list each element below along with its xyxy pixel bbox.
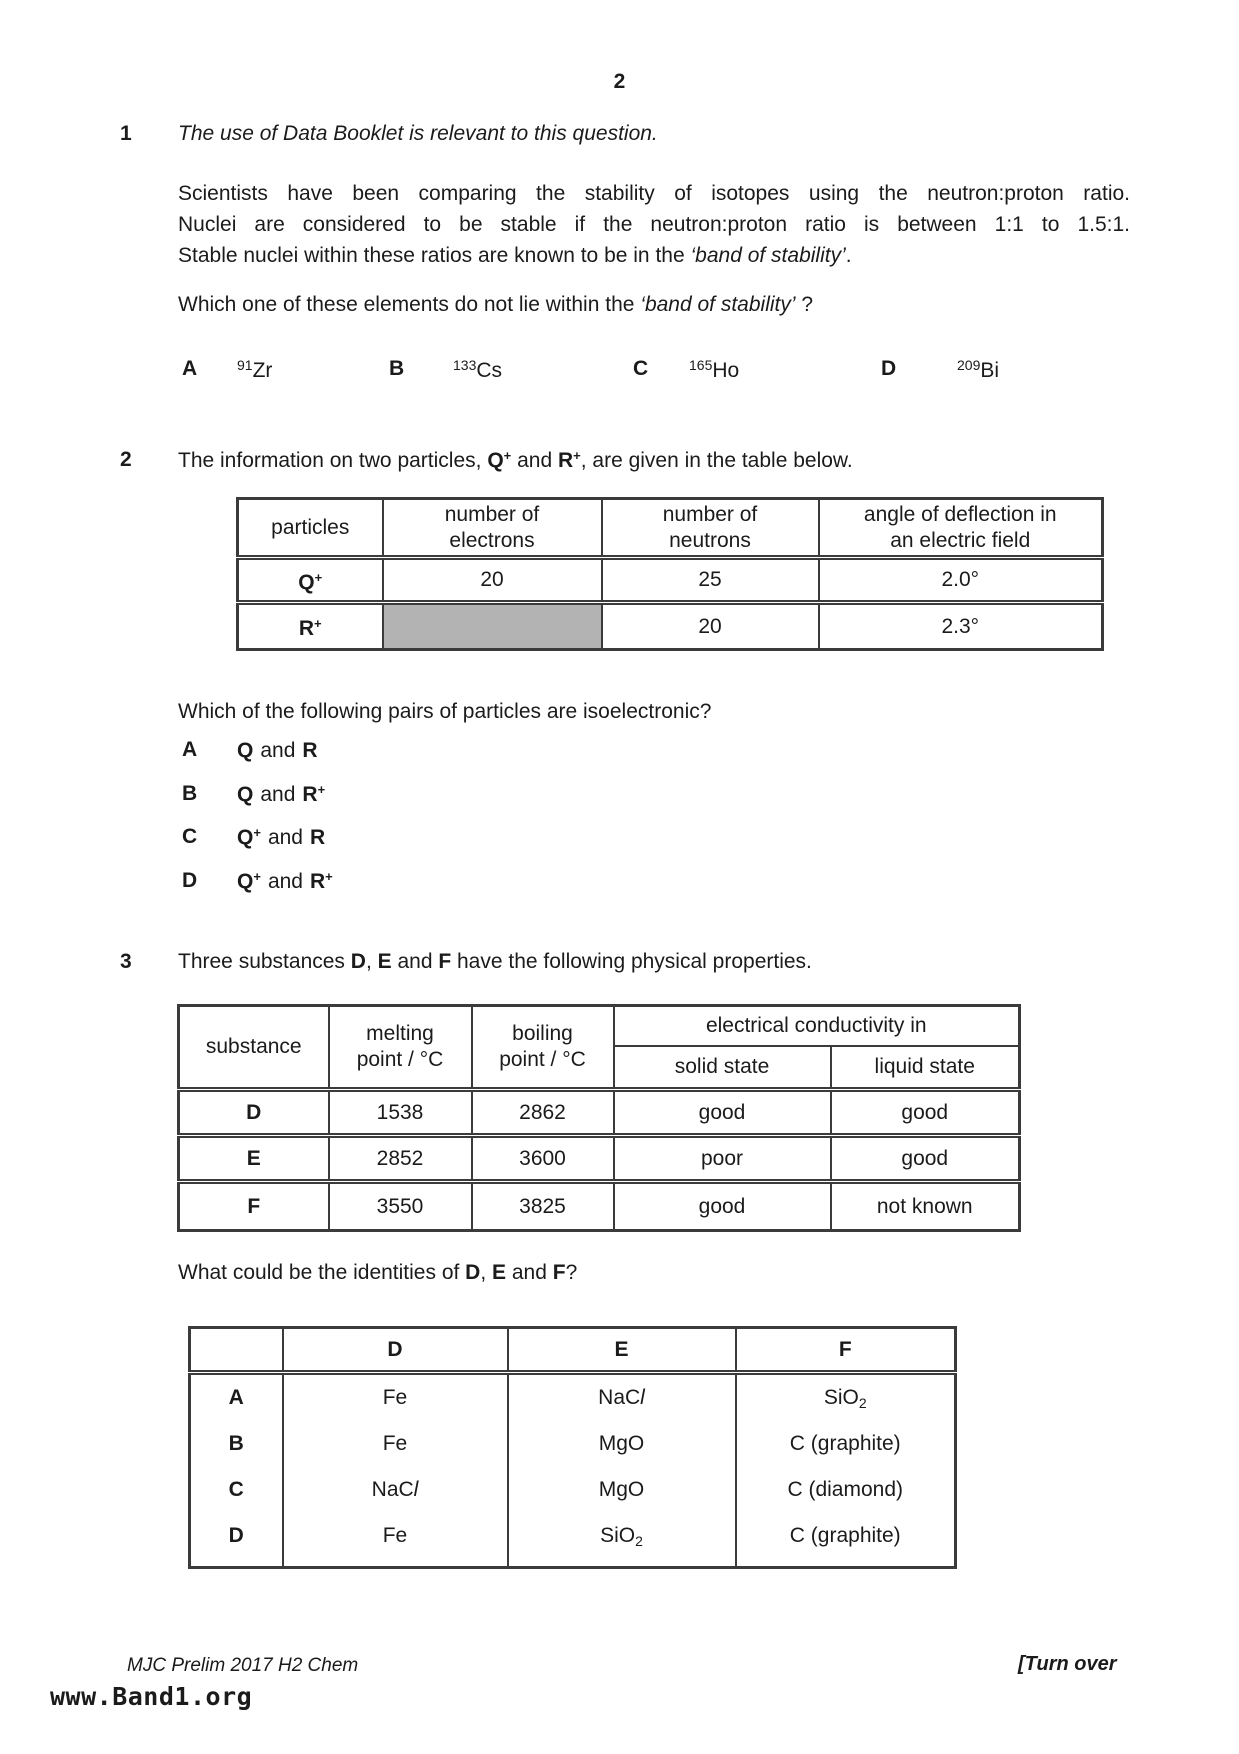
q3-identities-th-e: E: [508, 1328, 736, 1373]
q3-row-f-solid: good: [614, 1182, 831, 1231]
q1-option-d-letter: D: [881, 357, 897, 380]
q3-identities-b-f: [743, 1421, 949, 1467]
q3-row-d-bp: 2862: [472, 1090, 614, 1136]
q3-intro-post: have the following physical properties.: [451, 950, 812, 973]
cell-main: NaC: [371, 1478, 414, 1501]
q2-th-electrons-line2: electrons: [449, 528, 535, 552]
q1-paragraph-line3: [178, 240, 1130, 271]
q3-identities-c-e: [515, 1467, 729, 1513]
q2-option-c-p1: Q: [237, 826, 254, 849]
q1-option-d-mass: 209: [957, 357, 981, 373]
q2-th-deflection: [819, 499, 1103, 558]
q2-option-d-and: and: [267, 870, 303, 893]
cell-main: SiO: [600, 1524, 636, 1547]
q3-row-d-solid: good: [614, 1090, 831, 1136]
q2-option-b-text: [237, 782, 325, 807]
q2-row-r-electrons-shaded-cell: [383, 603, 602, 650]
q2-option-c-and: and: [267, 826, 303, 849]
q2-option-d-letter: D: [182, 869, 198, 892]
q3-props-row-d: [179, 1090, 1020, 1136]
q1-option-c-letter: C: [633, 357, 649, 380]
q3-identities-th-d: D: [283, 1328, 508, 1373]
q3-th-conductivity: electrical conductivity in: [614, 1006, 1020, 1047]
q3-identities-d-e: [515, 1513, 729, 1559]
q3-row-e-substance: [179, 1136, 329, 1182]
q2-row-q-particle: [238, 558, 383, 603]
q2-option-c-text: [237, 825, 325, 850]
q2-th-neutrons: [602, 499, 819, 558]
q1-options: [0, 357, 1239, 389]
q2-option-d-p1: Q: [237, 870, 254, 893]
q3-identities-a-e: [515, 1375, 729, 1421]
q3-question-pre: What could be the identities of: [178, 1261, 466, 1284]
cell-main: SiO: [823, 1386, 859, 1409]
q3-identities-e-column: [508, 1373, 736, 1568]
q3-identities-c-f: [743, 1467, 949, 1513]
q1-note: The use of Data Booklet is relevant to this question.: [178, 122, 658, 145]
q1-option-a-symbol: Zr: [252, 359, 273, 382]
q3-properties-table: [177, 1004, 1021, 1232]
q1-paragraph: [178, 178, 1130, 271]
q3-th-melting-line1: melting: [366, 1022, 434, 1045]
q3-identities-letter-column: [190, 1373, 283, 1568]
q2-option-b-p1: Q: [237, 783, 254, 806]
q2-th-deflection-line1: angle of deflection in: [863, 502, 1057, 526]
q1-option-d-nuclide: [957, 357, 999, 383]
footer-turn-over: [Turn over: [1018, 1653, 1117, 1675]
q2-option-a-p1: Q: [237, 739, 254, 762]
footer-website: www.Band1.org: [50, 1682, 253, 1711]
q3-question-c2: and: [506, 1261, 553, 1284]
q2-particles-table: [236, 497, 1104, 651]
cell-main: MgO: [598, 1478, 645, 1501]
q2-table-row-q: [238, 558, 1103, 603]
q2-intro: [178, 448, 853, 473]
q2-th-electrons-line1: number of: [444, 502, 540, 526]
q3-intro-e: E: [377, 950, 392, 973]
q1-option-c-mass: 165: [689, 357, 713, 373]
q1-line3-post: .: [845, 244, 852, 267]
q1-option-c-nuclide: [689, 357, 739, 383]
q3-question-post: ?: [565, 1261, 578, 1284]
q2-option-b-s2: +: [317, 782, 326, 797]
page-number: 2: [613, 70, 626, 93]
q2-th-deflection-line2: an electric field: [890, 528, 1031, 552]
q3-th-boiling-line1: boiling: [512, 1022, 573, 1045]
q3-th-melting: [329, 1006, 472, 1090]
q2-th-electrons: [383, 499, 602, 558]
q2-option-d-s2: +: [325, 869, 333, 884]
q3-identities-table: [188, 1326, 957, 1569]
q2-row-r-charge: +: [314, 616, 322, 631]
cell-italic: l: [413, 1478, 419, 1501]
q1-option-b-nuclide: [453, 357, 502, 383]
q2-table-row-r: [238, 603, 1103, 650]
q1-paragraph-line1: Scientists have been comparing the stability of isotopes using the neutron:proton ratio.: [178, 182, 1130, 205]
q1-option-b-letter: B: [389, 357, 405, 380]
q3-props-row-f: [179, 1182, 1020, 1231]
q3-identities-a-d: [290, 1375, 501, 1421]
cell-italic: l: [640, 1386, 645, 1409]
q2-question: Which of the following pairs of particles are isoelectronic?: [178, 700, 712, 723]
q3-identities-d-f: [743, 1513, 949, 1559]
q3-identities-d-column: [283, 1373, 508, 1568]
q2-th-neutrons-line2: neutrons: [669, 528, 751, 552]
q2-row-r-angle: 2.3°: [819, 603, 1103, 650]
q2-intro-post: , are given in the table below.: [580, 449, 853, 472]
cell-sub: 2: [635, 1533, 643, 1549]
q2-table-header-row: [238, 499, 1103, 558]
q3-row-f-substance: [179, 1182, 329, 1231]
q3-th-melting-line2: point / °C: [356, 1048, 444, 1071]
q2-option-b-letter: B: [182, 782, 198, 805]
cell-main: C (graphite): [789, 1432, 901, 1455]
cell-sub: 2: [858, 1395, 867, 1411]
q2-row-q-electrons: 20: [383, 558, 602, 603]
q2-row-r-symbol: R: [298, 617, 315, 640]
q2-option-c-letter: C: [182, 825, 198, 848]
q3-row-f-mp: 3550: [329, 1182, 472, 1231]
q2-option-d-s1: +: [253, 869, 261, 884]
q3-row-f-bp: 3825: [472, 1182, 614, 1231]
q2-row-q-angle: 2.0°: [819, 558, 1103, 603]
cell-main: C (graphite): [789, 1524, 901, 1547]
q3-props-header-row1: [179, 1006, 1020, 1047]
q2-option-a-p2: R: [302, 739, 318, 762]
q3-row-d-substance: [179, 1090, 329, 1136]
q2-row-q-neutrons: 25: [602, 558, 819, 603]
cell-main: Fe: [382, 1386, 408, 1409]
cell-main: MgO: [598, 1432, 645, 1455]
q3-identities-c-d: [290, 1467, 501, 1513]
q2-option-d-p2: R: [309, 870, 326, 893]
q3-identities-b-d: [290, 1421, 501, 1467]
q3-identities-d-d: [290, 1513, 501, 1559]
q3-intro-c2: and: [391, 950, 439, 973]
q3-row-e-bp: 3600: [472, 1136, 614, 1182]
q3-th-substance: substance: [179, 1006, 329, 1090]
q3-intro-pre: Three substances: [178, 950, 351, 973]
q2-option-a-text: [237, 738, 318, 763]
q1-option-a-mass: 91: [237, 357, 253, 373]
q1-question: [178, 293, 813, 317]
q1-question-post: ?: [795, 293, 814, 316]
q2-option-b-and: and: [260, 783, 296, 806]
q3-identities-header-row: [190, 1328, 956, 1373]
cell-main: Fe: [382, 1432, 408, 1455]
q1-paragraph-line2: Nuclei are considered to be stable if the neutron:proton ratio is between 1:1 to 1.5:1.: [178, 213, 1130, 236]
q1-option-a-letter: A: [182, 357, 198, 380]
q3-question: [178, 1261, 577, 1285]
q2-intro-q-charge: +: [503, 448, 512, 463]
q3-row-e-liquid: good: [831, 1136, 1020, 1182]
q2-option-c-s1: +: [253, 825, 261, 840]
q2-option-a-letter: A: [182, 738, 198, 761]
q3-identities-row-b-letter: B: [228, 1432, 244, 1455]
q3-th-liquid-state: liquid state: [831, 1046, 1020, 1090]
q1-line3-pre: Stable nuclei within these ratios are known to be in the: [178, 244, 691, 267]
q3-row-e-solid: poor: [614, 1136, 831, 1182]
q3-row-f-liquid: not known: [831, 1182, 1020, 1231]
q3-number: 3: [120, 950, 132, 973]
q1-option-b-symbol: Cs: [476, 359, 503, 382]
q3-row-e-mp: 2852: [329, 1136, 472, 1182]
q3-row-d-liquid: good: [831, 1090, 1020, 1136]
cell-main: NaC: [598, 1386, 641, 1409]
q3-th-solid-state: solid state: [614, 1046, 831, 1090]
q1-option-c-symbol: Ho: [712, 359, 740, 382]
q2-option-d-text: [237, 869, 333, 894]
q3-identities-f-column: [736, 1373, 956, 1568]
q2-intro-pre: The information on two particles,: [178, 449, 488, 472]
q2-option-c-p2: R: [309, 826, 326, 849]
q3-row-d-letter: D: [246, 1100, 262, 1124]
q3-identities-th-f: F: [736, 1328, 956, 1373]
q3-identities-row-d-letter: D: [228, 1524, 244, 1547]
q2-intro-r: R: [557, 449, 574, 472]
q3-props-row-e: [179, 1136, 1020, 1182]
q1-option-d-symbol: Bi: [980, 359, 1000, 382]
q3-question-e: E: [492, 1261, 507, 1284]
q3-intro-c1: ,: [365, 950, 378, 973]
cell-main: C (diamond): [787, 1478, 904, 1501]
q3-identities-body: [190, 1373, 956, 1568]
q1-option-a-nuclide: [237, 357, 272, 383]
q2-th-neutrons-line1: number of: [662, 502, 758, 526]
q3-intro-d: D: [350, 950, 366, 973]
q2-row-r-neutrons: 20: [602, 603, 819, 650]
q2-intro-r-charge: +: [573, 448, 581, 463]
q3-identities-th-blank: [190, 1328, 283, 1373]
q3-question-f: F: [552, 1261, 566, 1284]
q2-intro-q: Q: [487, 449, 504, 472]
q3-identities-row-a-letter: A: [228, 1386, 244, 1409]
q1-question-italic: ‘band of stability’: [640, 293, 796, 316]
q3-question-d: D: [465, 1261, 481, 1284]
q3-intro-f: F: [438, 950, 452, 973]
q2-intro-mid: and: [511, 449, 558, 472]
q3-row-e-letter: E: [246, 1146, 261, 1170]
q3-row-d-mp: 1538: [329, 1090, 472, 1136]
footer-document-id: MJC Prelim 2017 H2 Chem: [127, 1655, 359, 1676]
q2-number: 2: [120, 448, 132, 471]
q3-identities-row-c-letter: C: [228, 1478, 244, 1501]
q3-row-f-letter: F: [247, 1194, 261, 1218]
q2-th-particles: particles: [238, 499, 383, 558]
q3-th-boiling-line2: point / °C: [499, 1048, 586, 1071]
q3-question-c1: ,: [480, 1261, 493, 1284]
q1-option-b-mass: 133: [453, 357, 477, 373]
q2-row-q-symbol: Q: [298, 570, 315, 594]
q1-number: 1: [120, 122, 132, 145]
cell-main: Fe: [382, 1524, 408, 1547]
q2-option-b-p2: R: [302, 783, 318, 806]
q3-intro: [178, 950, 812, 974]
q1-question-pre: Which one of these elements do not lie within the: [178, 293, 641, 316]
q2-row-q-charge: +: [314, 569, 323, 585]
q2-option-a-and: and: [260, 739, 296, 762]
q3-identities-a-f: [743, 1375, 949, 1421]
q1-line3-italic: ‘band of stability’: [690, 244, 846, 267]
q3-th-boiling: [472, 1006, 614, 1090]
q2-row-r-particle: [238, 603, 383, 650]
q3-identities-b-e: [515, 1421, 729, 1467]
